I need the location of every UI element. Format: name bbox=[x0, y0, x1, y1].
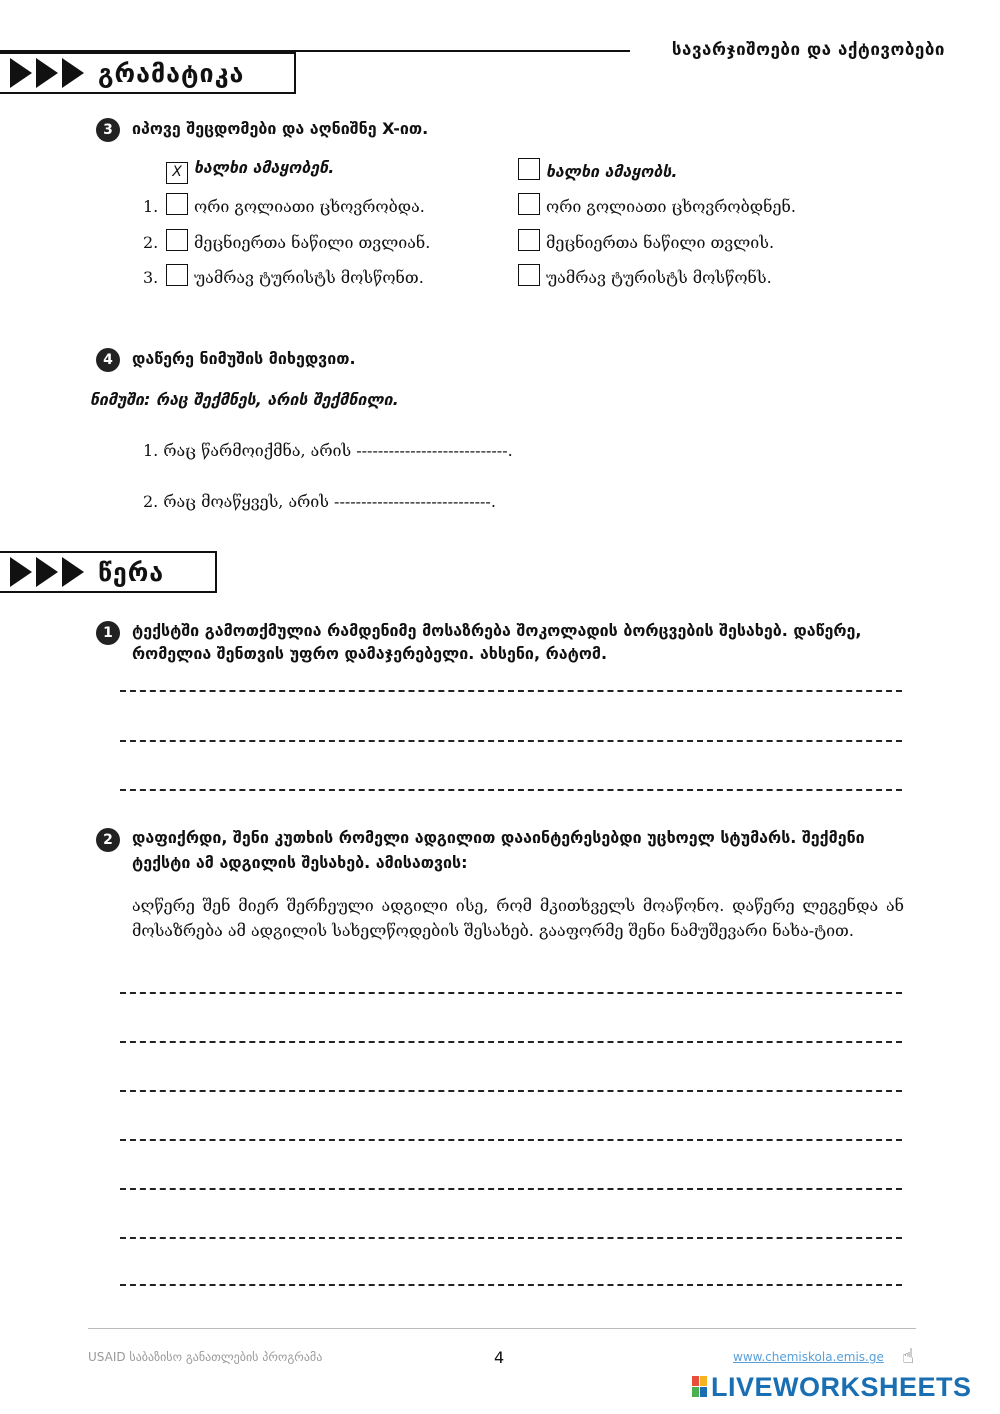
task-4-example: ნიმუში: რაც შექმნეს, არის შექმნილი. bbox=[90, 390, 399, 409]
option-text: ორი გოლიათი ცხოვრობდნენ. bbox=[546, 197, 796, 216]
liveworksheets-logo-icon bbox=[692, 1376, 708, 1398]
answer-line[interactable] bbox=[120, 1139, 902, 1141]
row-number: 1. bbox=[143, 197, 159, 216]
checkbox[interactable] bbox=[518, 193, 540, 215]
grammar-section-header bbox=[0, 52, 296, 94]
option-text: უამრავ ტურისტს მოსწონს. bbox=[546, 268, 772, 287]
option-text: მეცნიერთა ნაწილი თვლის. bbox=[546, 233, 775, 252]
brand-text: LIVEWORKSHEETS bbox=[711, 1372, 972, 1402]
writing-task-1-line-1: ტექსტში გამოთქმულია რამდენიმე მოსაზრება შოკოლადის ბორცვების შესახებ. დაწერე, bbox=[132, 621, 862, 640]
row-2-left bbox=[166, 229, 430, 252]
triple-arrow-icon bbox=[10, 58, 88, 88]
hand-cursor-icon: ☝ bbox=[902, 1344, 915, 1368]
triple-arrow-icon bbox=[10, 557, 88, 587]
footer-link[interactable]: www.chemiskola.emis.ge bbox=[733, 1350, 884, 1364]
task-4-item-2[interactable]: 2. რაც მოაწყვეს, არის -----------------------------. bbox=[143, 492, 496, 511]
option-text: მეცნიერთა ნაწილი თვლიან. bbox=[194, 233, 431, 252]
example-left bbox=[166, 158, 334, 184]
answer-line[interactable] bbox=[120, 992, 902, 994]
writing-task-2-line-1: დაფიქრდი, შენი კუთხის რომელი ადგილით დააინტერესებდი უცხოელ სტუმარს. შექმენი bbox=[132, 828, 865, 847]
answer-line[interactable] bbox=[120, 1041, 902, 1043]
row-number: 2. bbox=[143, 233, 159, 252]
header-title: სავარჯიშოები და აქტივობები bbox=[671, 40, 945, 60]
grammar-title: გრამატიკა bbox=[98, 58, 245, 88]
checkbox-checked[interactable]: X bbox=[166, 162, 188, 184]
page-number: 4 bbox=[494, 1348, 505, 1367]
checkbox[interactable] bbox=[166, 229, 188, 251]
checkbox[interactable] bbox=[166, 193, 188, 215]
answer-line[interactable] bbox=[120, 740, 902, 742]
task-4-instruction: დაწერე ნიმუშის მიხედვით. bbox=[132, 349, 356, 368]
checkbox[interactable] bbox=[518, 158, 540, 180]
row-1-right bbox=[518, 193, 796, 216]
checkbox[interactable] bbox=[518, 264, 540, 286]
answer-line[interactable] bbox=[120, 789, 902, 791]
option-text: უამრავ ტურისტს მოსწონთ. bbox=[194, 268, 424, 287]
row-3-right bbox=[518, 264, 772, 287]
writing-section-header bbox=[0, 551, 217, 593]
answer-line[interactable] bbox=[120, 690, 902, 692]
writing-task-1-number: 1 bbox=[96, 621, 120, 645]
option-text: ხალხი ამაყობენ. bbox=[194, 158, 335, 177]
answer-line[interactable] bbox=[120, 1284, 902, 1286]
answer-line[interactable] bbox=[120, 1090, 902, 1092]
row-1-left bbox=[166, 193, 425, 216]
writing-task-2-paragraph: აღწერე შენ მიერ შერჩეული ადგილი ისე, რომ მკითხველს მოაწონო. დაწერე ლეგენდა ან მოსაზრება ამ ადგილის სახელწოდების შესახებ. გააფორმე შენი ნამუშევარი ნახა-ტით. bbox=[132, 896, 904, 940]
example-right bbox=[518, 158, 677, 181]
row-number: 3. bbox=[143, 268, 159, 287]
option-text: ხალხი ამაყობს. bbox=[546, 162, 678, 181]
option-text: ორი გოლიათი ცხოვრობდა. bbox=[194, 197, 425, 216]
task-4-number: 4 bbox=[96, 348, 120, 372]
task-3-instruction: იპოვე შეცდომები და აღნიშნე X-ით. bbox=[132, 119, 429, 138]
footer-program: USAID საბაზისო განათლების პროგრამა bbox=[88, 1350, 323, 1364]
answer-line[interactable] bbox=[120, 1188, 902, 1190]
task-3-number: 3 bbox=[96, 118, 120, 142]
writing-task-2-number: 2 bbox=[96, 828, 120, 852]
writing-task-1-line-2: რომელია შენთვის უფრო დამაჯერებელი. ახსენი, რატომ. bbox=[132, 644, 608, 663]
row-2-right bbox=[518, 229, 774, 252]
row-3-left bbox=[166, 264, 424, 287]
checkbox[interactable] bbox=[166, 264, 188, 286]
writing-title: წერა bbox=[98, 557, 165, 587]
writing-task-2-line-2: ტექსტი ამ ადგილის შესახებ. ამისათვის: bbox=[132, 853, 468, 872]
task-4-item-1[interactable]: 1. რაც წარმოიქმნა, არის ----------------------------. bbox=[143, 441, 513, 460]
liveworksheets-brand[interactable] bbox=[692, 1372, 972, 1403]
footer-rule bbox=[88, 1328, 916, 1329]
answer-line[interactable] bbox=[120, 1237, 902, 1239]
checkbox[interactable] bbox=[518, 229, 540, 251]
